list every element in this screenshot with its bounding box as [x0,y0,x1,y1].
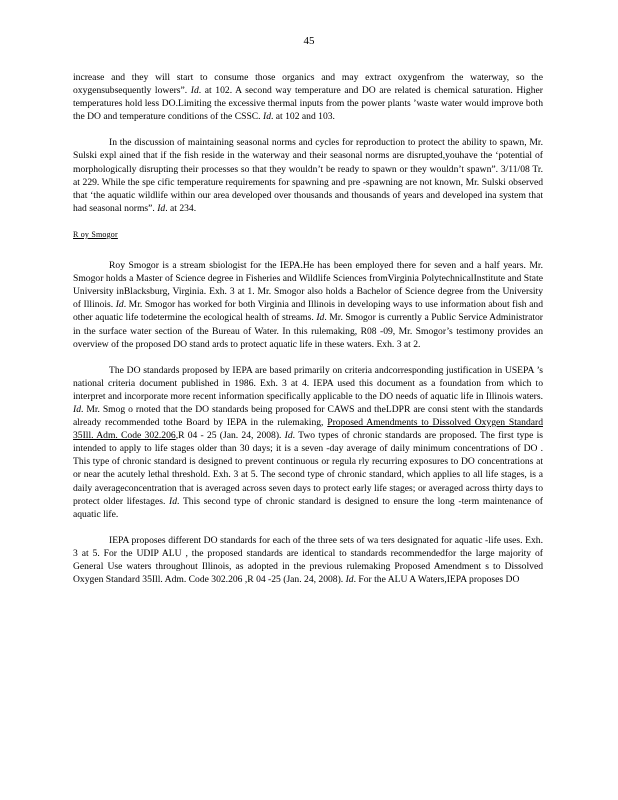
section-heading: R oy Smogor [73,229,118,239]
citation-id: Id [190,85,199,97]
paragraph-2: In the discussion of maintaining seasonal norms and cycles for reproduction to protect the ability to spawn, Mr. Sulski expl ained that if the fish reside in the waterway and their seasonal norms are disrupted,youhave the ‘potential of morphologically disrupting their processes so that they wouldn’t be ready to spawn or they wouldn’t spawn”. 3/11/08 Tr. at 229. While the spe cific temperature requirements for spawning and pre -spawning are not known, Mr. Sulski observed that ‘the aquatic wildlife within our area developed over thousands and thousands of years and developed ina system that had seasonal norms”. Id. at 234. [73,137,543,214]
paragraph-3: Roy Smogor is a stream sbiologist for the IEPA.He has been employed there for seven and a half years. Mr. Smogor holds a Master of Science degree in Fisheries and Wildlife Sciences fromVirginia PolytechnicalInstitute and State University inBlacksburg, Virginia. Exh. 3 at 1. Mr. Smogor also holds a Bachelor of Science degree from the University of Illinois. Id. Mr. Smogor has worked for both Virginia and Illinois in developing ways to use information about fish and other aquatic life todetermine the ecological health of streams. Id. Mr. Smogor is currently a Public Service Administrator in the surface water section of the Bureau of Water. In this rulemaking, R08 -09, Mr. Smogor’s testimony provides an overview of the proposed DO stand ards to protect aquatic life in these waters. Exh. 3 at 2. [73,260,543,350]
page-number: 45 [303,35,315,47]
citation-id: Id [316,312,325,324]
citation-id: Id [169,495,178,507]
citation-id: Id [115,299,124,311]
citation-id: Id [263,111,271,123]
citation-id: Id [157,202,166,214]
citation-id: Id [345,574,354,586]
document-body [73,71,543,599]
citation-id: Id [73,403,81,415]
case-citation: Proposed Amendments to Dissolved Oxygen Standard 35Ill. Adm. Code 302.206 [73,417,543,442]
citation-id: Id [284,430,293,442]
paragraph-1: increase and they will start to consume those organics and may extract oxygenfrom the waterway, so the oxygensubsequently lowers”. Id. at 102. A second way temperature and DO are related is chemical saturation. Higher temperatures hold less DO.Limiting the excessive thermal inputs from the power plants ’waste water would improve both the DO and temperature conditions of the CSSC. Id. at 102 and 103. [73,72,543,123]
paragraph-5: IEPA proposes different DO standards for each of the three sets of wa ters designated for aquatic -life uses. Exh. 3 at 5. For the UDIP ALU , the proposed standards are identical to standards recommendedfor the large majority of General Use waters throughout Illinois, as adopted in the previous rulemaking Proposed Amendment s to Dissolved Oxygen Standard 35Ill. Adm. Code 302.206 ,R 04 -25 (Jan. 24, 2008). Id. For the ALU A Waters,IEPA proposes DO [73,534,543,586]
paragraph-4: The DO standards proposed by IEPA are based primarily on criteria andcorresponding justification in USEPA ’s national criteria document published in 1986. Exh. 3 at 4. IEPA used this document as a foundation from which to interpret and incorporate more recent information specifically applicable to the DO needs of aquatic life in Illinois waters. Id. Mr. Smog o rnoted that the DO standards being proposed for CAWS and theLDPR are consi stent with the standards already recommended tothe Board by IEPA in the rulemaking, Proposed Amendments to Dissolved Oxygen Standard 35Ill. Adm. Code 302.206,R 04 - 25 (Jan. 24, 2008). Id. Two types of chronic standards are proposed. The first type is intended to apply to life stages older than 30 days; it is a seven -day average of daily minimum concentrations of DO . This type of chronic standard is designed to prevent continuous or regula rly recurring exposures to DO concentrations at or near the acutely lethal threshold. Exh. 3 at 5. The second type of chronic standard, which applies to all life stages, is a daily averageconcentration that is averaged across seven days to protect early life stages; or averaged across thirty days to protect older lifestages. Id. This second type of chronic standard is designed to ensure the long -term maintenance of aquatic life. [73,364,543,520]
